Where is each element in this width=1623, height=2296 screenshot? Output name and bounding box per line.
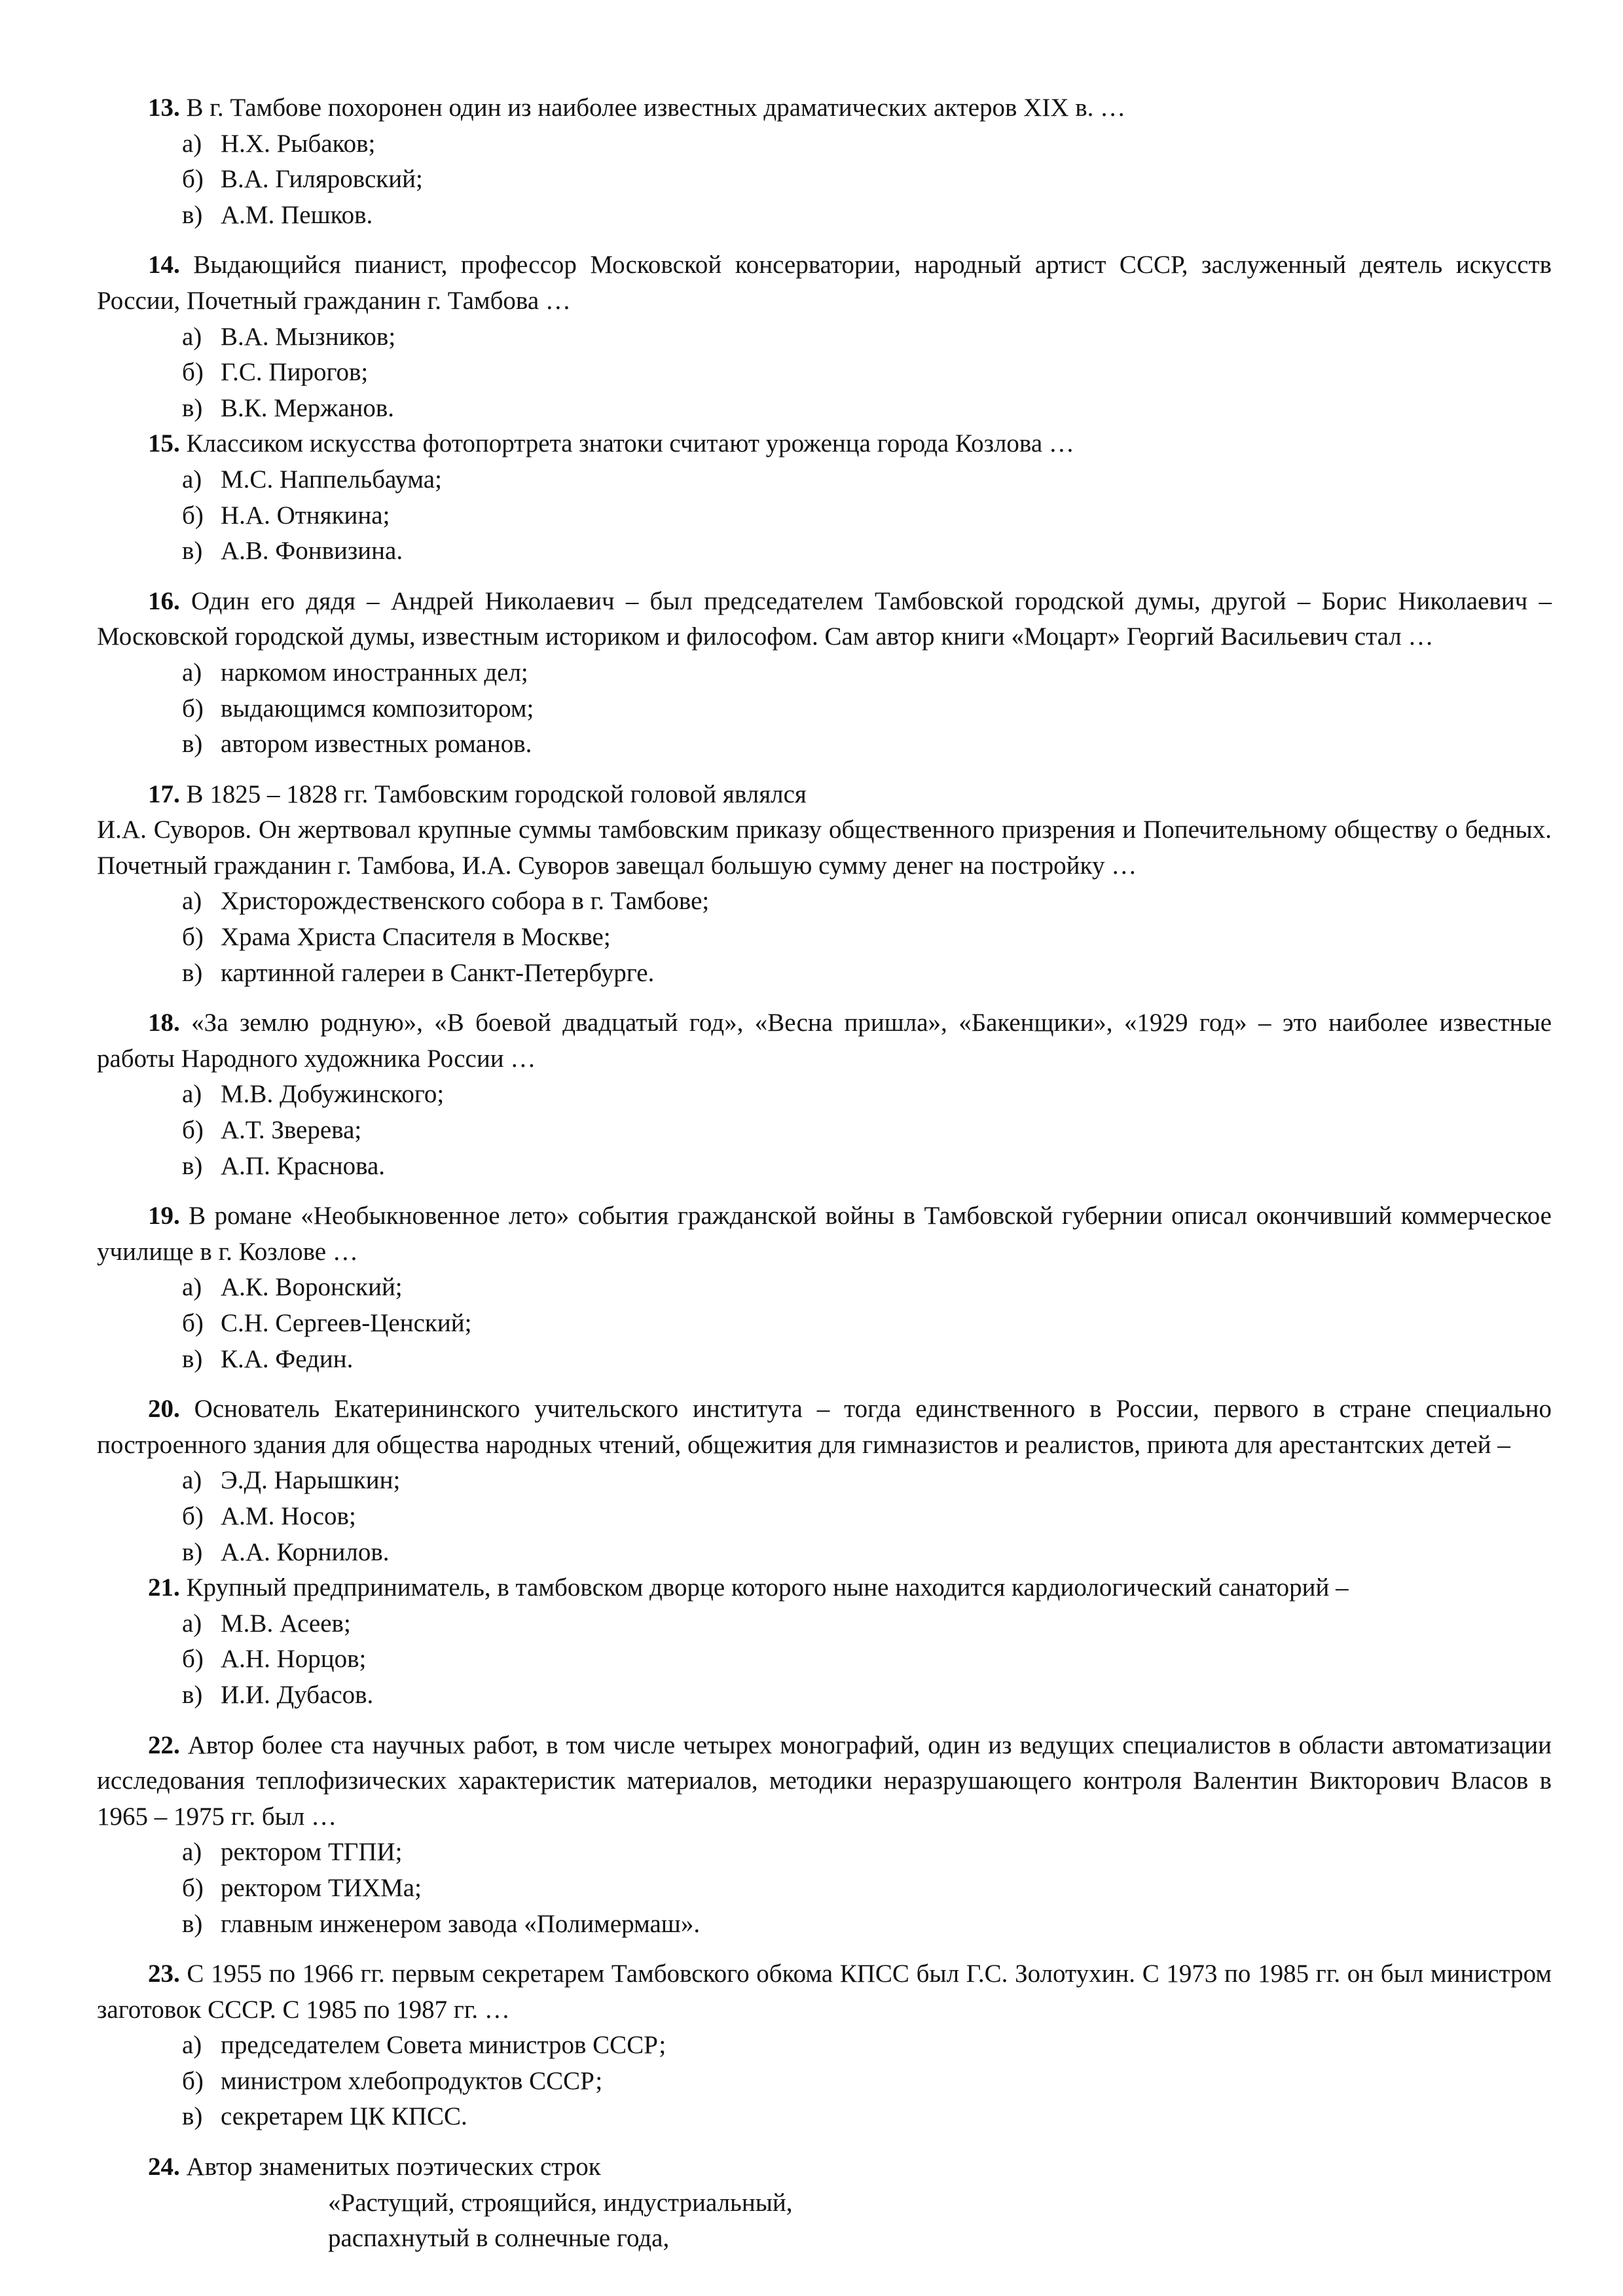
answer-options: [97, 462, 1552, 569]
answer-option: [182, 1149, 1552, 1185]
question-number: 19.: [148, 1202, 180, 1230]
answer-option: [182, 655, 1552, 691]
option-text: А.В. Фонвизина.: [221, 537, 403, 565]
question-text: Классиком искусства фотопортрета знатоки считают уроженца города Козлова …: [186, 429, 1074, 458]
option-letter: б): [182, 165, 204, 194]
option-letter: а): [182, 1838, 202, 1867]
question-23: [97, 1956, 1552, 2135]
option-text: главным инженером завода «Полимермаш».: [221, 1909, 701, 1938]
option-letter: в): [182, 1680, 203, 1709]
question-stem: [97, 1570, 1552, 1606]
option-text: М.В. Асеев;: [221, 1609, 351, 1638]
question-stem: [97, 1198, 1552, 1270]
answer-option: [182, 726, 1552, 762]
answer-option: [182, 1535, 1552, 1571]
option-text: председателем Совета министров СССР;: [221, 2031, 666, 2060]
option-letter: в): [182, 1537, 203, 1566]
answer-option: [182, 1871, 1552, 1907]
option-text: Н.А. Отнякина;: [221, 501, 390, 529]
question-21: [97, 1570, 1552, 1713]
answer-options: [97, 2028, 1552, 2135]
option-text: Христорождественского собора в г. Тамбове;: [221, 887, 710, 916]
option-text: ректором ТГПИ;: [221, 1838, 403, 1867]
question-number: 13.: [148, 94, 180, 122]
question-text: Выдающийся пианист, профессор Московской консерватории, народный артист СССР, заслуженный деятель искусств России, Почетный гражданин г. Тамбова …: [97, 251, 1552, 315]
answer-option: [182, 533, 1552, 569]
option-letter: б): [182, 501, 204, 529]
answer-option: [182, 1606, 1552, 1642]
option-text: А.К. Воронский;: [221, 1273, 403, 1302]
answer-option: [182, 355, 1552, 391]
question-stem: [97, 1956, 1552, 2028]
answer-option: [182, 2099, 1552, 2135]
option-text: В.А. Мызников;: [221, 322, 396, 351]
option-text: выдающимся композитором;: [221, 694, 534, 723]
answer-option: [182, 198, 1552, 234]
option-text: М.В. Добужинского;: [221, 1080, 445, 1109]
answer-option: [182, 884, 1552, 920]
option-text: К.А. Федин.: [221, 1344, 354, 1373]
option-text: Н.Х. Рыбаков;: [221, 129, 376, 158]
question-stem: [97, 90, 1552, 126]
question-text: Автор знаменитых поэтических строк: [186, 2153, 601, 2181]
option-letter: б): [182, 2066, 204, 2095]
option-letter: а): [182, 465, 202, 493]
question-number: 17.: [148, 780, 180, 808]
option-letter: в): [182, 537, 203, 565]
question-14: [97, 247, 1552, 426]
option-text: Э.Д. Нарышкин;: [221, 1466, 401, 1495]
option-letter: б): [182, 1501, 204, 1530]
answer-option: [182, 1835, 1552, 1871]
answer-option: [182, 1641, 1552, 1677]
question-number: 16.: [148, 586, 180, 615]
question-19: [97, 1198, 1552, 1377]
question-number: 20.: [148, 1395, 180, 1424]
option-letter: в): [182, 393, 203, 422]
option-text: В.К. Мержанов.: [221, 393, 395, 422]
question-text: В 1825 – 1828 гг. Тамбовским городской головой являлся: [186, 780, 807, 808]
question-stem: [97, 777, 1552, 813]
option-letter: а): [182, 322, 202, 351]
option-letter: б): [182, 1645, 204, 1674]
question-stem: [97, 2149, 1552, 2185]
question-number: 14.: [148, 251, 180, 279]
answer-option: [182, 1677, 1552, 1713]
question-20: [97, 1391, 1552, 1570]
option-letter: в): [182, 958, 203, 987]
answer-option: [182, 691, 1552, 727]
answer-options: [97, 1835, 1552, 1942]
option-letter: а): [182, 1466, 202, 1495]
document-page: [97, 90, 1552, 2257]
option-text: А.А. Корнилов.: [221, 1537, 390, 1566]
question-continuation: И.А. Суворов. Он жертвовал крупные суммы тамбовским приказу общественного призрения и Попечительному обществу о бедных. Почетный гражданин г. Тамбова, И.А. Суворов завещал большую сумму денег на постройку …: [97, 816, 1552, 880]
answer-option: [182, 391, 1552, 427]
option-letter: б): [182, 1116, 204, 1145]
answer-option: [182, 1907, 1552, 1943]
answer-option: [182, 1077, 1552, 1113]
answer-option: [182, 498, 1552, 534]
question-15: [97, 426, 1552, 569]
option-letter: а): [182, 658, 202, 687]
answer-options: [97, 319, 1552, 427]
option-text: И.И. Дубасов.: [221, 1680, 374, 1709]
option-text: секретарем ЦК КПСС.: [221, 2102, 467, 2131]
answer-option: [182, 162, 1552, 198]
option-text: А.М. Пешков.: [221, 200, 373, 229]
question-16: [97, 584, 1552, 762]
verse-line: «Растущий, строящийся, индустриальный,: [328, 2188, 793, 2217]
question-text: Один его дядя – Андрей Николаевич – был председателем Тамбовской городской думы, другой – Борис Николаевич – Московской городской думы, известным историком и философом. Сам автор книги «Моцарт» Георгий Васильевич стал …: [97, 586, 1552, 651]
option-letter: а): [182, 1609, 202, 1638]
answer-option: [182, 1113, 1552, 1149]
answer-option: [182, 920, 1552, 956]
option-text: министром хлебопродуктов СССР;: [221, 2066, 603, 2095]
question-18: [97, 1005, 1552, 1184]
answer-options: [97, 1606, 1552, 1713]
question-number: 18.: [148, 1009, 180, 1037]
option-letter: а): [182, 1080, 202, 1109]
question-stem: [97, 247, 1552, 319]
answer-option: [182, 1342, 1552, 1378]
answer-options: [97, 884, 1552, 991]
option-text: С.Н. Сергеев-Ценский;: [221, 1309, 472, 1337]
option-letter: а): [182, 129, 202, 158]
option-text: М.С. Наппельбаума;: [221, 465, 442, 493]
question-stem: [97, 1391, 1552, 1463]
question-number: 23.: [148, 1960, 180, 1988]
question-text: Крупный предприниматель, в тамбовском дворце которого ныне находится кардиологический санаторий –: [186, 1573, 1349, 1602]
option-text: автором известных романов.: [221, 730, 532, 759]
option-text: ректором ТИХМа;: [221, 1873, 422, 1902]
verse-line: распахнутый в солнечные года,: [328, 2224, 670, 2253]
answer-option: [182, 1270, 1552, 1306]
question-24: [97, 2149, 1552, 2257]
question-17: [97, 777, 1552, 992]
question-number: 21.: [148, 1573, 180, 1602]
answer-option: [182, 126, 1552, 162]
answer-option: [182, 462, 1552, 498]
option-letter: в): [182, 730, 203, 759]
option-text: картинной галереи в Санкт-Петербурге.: [221, 958, 655, 987]
question-stem: [97, 1728, 1552, 1835]
option-letter: б): [182, 694, 204, 723]
option-text: Храма Христа Спасителя в Москве;: [221, 923, 611, 952]
answer-options: [97, 1077, 1552, 1184]
question-text: В романе «Необыкновенное лето» события гражданской войны в Тамбовской губернии описал окончивший коммерческое училище в г. Козлове …: [97, 1202, 1552, 1266]
answer-option: [182, 2028, 1552, 2064]
answer-option: [182, 1463, 1552, 1499]
option-text: А.Т. Зверева;: [221, 1116, 362, 1145]
option-text: наркомом иностранных дел;: [221, 658, 528, 687]
question-stem: [97, 584, 1552, 655]
answer-options: [97, 655, 1552, 762]
option-letter: в): [182, 1344, 203, 1373]
question-number: 22.: [148, 1731, 180, 1759]
question-stem: [97, 426, 1552, 462]
question-22: [97, 1728, 1552, 1943]
answer-option: [182, 319, 1552, 355]
option-letter: в): [182, 1151, 203, 1180]
option-letter: б): [182, 923, 204, 952]
answer-option: [182, 1306, 1552, 1342]
option-letter: а): [182, 1273, 202, 1302]
option-text: А.Н. Норцов;: [221, 1645, 367, 1674]
option-letter: б): [182, 358, 204, 387]
answer-option: [182, 956, 1552, 992]
option-letter: в): [182, 1909, 203, 1938]
question-text: В г. Тамбове похоронен один из наиболее известных драматических актеров XIX в. …: [186, 94, 1126, 122]
answer-options: [97, 126, 1552, 234]
question-number: 15.: [148, 429, 180, 458]
question-text: Основатель Екатерининского учительского института – тогда единственного в России, первого в стране специально построенного здания для общества народных чтений, общежития для гимназистов и реалистов, приюта для арестантских детей –: [97, 1395, 1552, 1459]
option-letter: а): [182, 2031, 202, 2060]
option-text: А.М. Носов;: [221, 1501, 356, 1530]
question-text: С 1955 по 1966 гг. первым секретарем Тамбовского обкома КПСС был Г.С. Золотухин. С 1973 по 1985 гг. он был министром заготовок СССР. С 1985 по 1987 гг. …: [97, 1960, 1552, 2024]
answer-option: [182, 1499, 1552, 1535]
question-stem: [97, 1005, 1552, 1077]
option-text: А.П. Краснова.: [221, 1151, 386, 1180]
option-letter: б): [182, 1873, 204, 1902]
option-text: В.А. Гиляровский;: [221, 165, 423, 194]
option-letter: в): [182, 200, 203, 229]
question-number: 24.: [148, 2153, 180, 2181]
option-letter: в): [182, 2102, 203, 2131]
answer-option: [182, 2064, 1552, 2100]
answer-options: [97, 1463, 1552, 1570]
option-text: Г.С. Пирогов;: [221, 358, 369, 387]
question-text: «За землю родную», «В боевой двадцатый год», «Весна пришла», «Бакенщики», «1929 год» – это наиболее известные работы Народного художника России …: [97, 1009, 1552, 1073]
question-text: Автор более ста научных работ, в том числе четырех монографий, один из ведущих специалистов в области автоматизации исследования теплофизических характеристик материалов, методики неразрушающего контроля Валентин Викторович Власов в 1965 – 1975 гг. был …: [97, 1731, 1552, 1831]
option-letter: б): [182, 1309, 204, 1337]
answer-options: [97, 1270, 1552, 1377]
option-letter: а): [182, 887, 202, 916]
question-13: [97, 90, 1552, 233]
